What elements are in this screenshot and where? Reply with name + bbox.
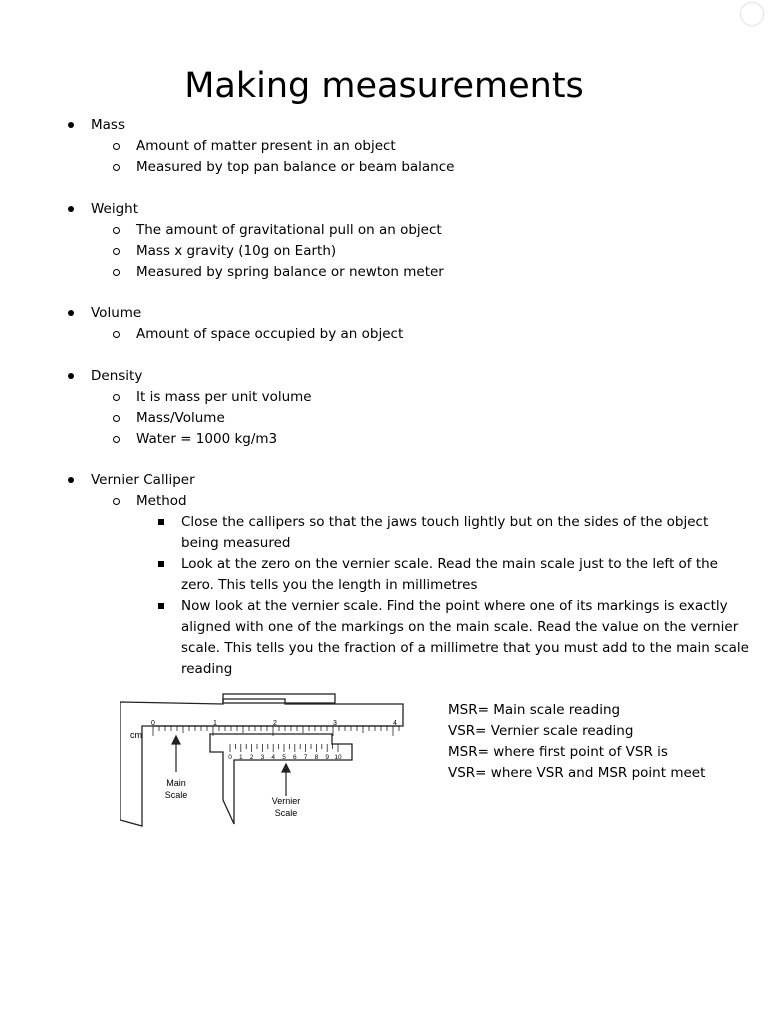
vernier-calliper-diagram [120, 692, 420, 832]
list-item: Water = 1000 kg/m3 [136, 431, 278, 447]
section-heading-weight: Weight [91, 201, 139, 217]
method-step-line: reading [181, 661, 233, 677]
vernier-number: 9 [325, 754, 330, 761]
method-step-line: Look at the zero on the vernier scale. Read the main scale just to the left of the [181, 556, 718, 572]
vernier-scale-arrow [282, 764, 290, 772]
list-item: Amount of matter present in an object [136, 138, 396, 154]
vernier-scale-label: Vernier [271, 796, 301, 806]
method-step-line: aligned with one of the markings on the main scale. Read the value on the vernier [181, 619, 739, 635]
list-item: Method [136, 493, 187, 509]
vernier-number: 10 [334, 754, 342, 761]
bullet-circle [113, 394, 120, 401]
vernier-number: 1 [238, 754, 243, 761]
note-line: MSR= Main scale reading [448, 702, 621, 718]
method-step-line: zero. This tells you the length in millimetres [181, 577, 478, 593]
bullet-circle [113, 164, 120, 171]
section-heading-density: Density [91, 368, 143, 384]
list-item: It is mass per unit volume [136, 389, 312, 405]
list-item: Amount of space occupied by an object [136, 326, 404, 342]
vernier-number: 6 [292, 754, 297, 761]
main-scale-number: 1 [213, 720, 217, 727]
bullet-circle [113, 331, 120, 338]
note-line: VSR= Vernier scale reading [448, 723, 634, 739]
notes-block [448, 700, 705, 784]
list-item: Measured by spring balance or newton meter [136, 264, 444, 280]
vernier-number: 4 [271, 754, 276, 761]
vernier-scale-ticks [230, 744, 338, 752]
bullet-dot [68, 310, 74, 316]
main-scale-number: 3 [333, 720, 337, 727]
bullet-circle [113, 498, 120, 505]
vernier-number: 5 [282, 754, 286, 761]
section-heading-volume: Volume [91, 305, 142, 321]
vernier-number: 7 [303, 754, 308, 761]
bullet-dot [68, 373, 74, 379]
vernier-number: 0 [228, 754, 232, 761]
list-item: Mass x gravity (10g on Earth) [136, 243, 337, 259]
main-scale-number: 2 [273, 720, 277, 727]
main-beam [120, 699, 403, 826]
page-options-button[interactable] [740, 2, 764, 26]
main-scale-label: Main [166, 778, 186, 788]
bullet-circle [113, 436, 120, 443]
vernier-scale-label: Scale [274, 808, 298, 818]
bullet-square [158, 603, 164, 609]
section-heading-mass: Mass [91, 117, 125, 133]
bullet-circle [113, 227, 120, 234]
bullet-circle [113, 269, 120, 276]
bullet-circle [113, 143, 120, 150]
vernier-number: 3 [260, 754, 265, 761]
list-item: Measured by top pan balance or beam balance [136, 159, 455, 175]
bullet-square [158, 561, 164, 567]
method-step-line: being measured [181, 535, 291, 551]
note-line: VSR= where VSR and MSR point meet [448, 765, 706, 781]
method-step-line: scale. This tells you the fraction of a millimetre that you must add to the main scale [181, 640, 749, 656]
main-scale-number: 4 [393, 720, 397, 727]
bullet-square [158, 519, 164, 525]
main-scale-label: Scale [164, 790, 188, 800]
main-scale-number: 0 [151, 720, 155, 727]
page-title: Making measurements [184, 66, 584, 106]
bullet-dot [68, 206, 74, 212]
bullet-dot [68, 477, 74, 483]
list-item: Mass/Volume [136, 410, 225, 426]
bullet-circle [113, 248, 120, 255]
note-line: MSR= where first point of VSR is [448, 744, 668, 760]
unit-label: cm [130, 730, 142, 740]
main-scale-arrow [172, 736, 180, 744]
method-step-line: Now look at the vernier scale. Find the point where one of its markings is exactly [181, 598, 728, 614]
bullet-dot [68, 122, 74, 128]
vernier-number: 8 [314, 754, 319, 761]
bullet-circle [113, 415, 120, 422]
section-heading-vernier-calliper: Vernier Calliper [91, 472, 195, 488]
method-step-line: Close the callipers so that the jaws touch lightly but on the sides of the object [181, 514, 709, 530]
list-item: The amount of gravitational pull on an object [136, 222, 442, 238]
vernier-number: 2 [249, 754, 254, 761]
